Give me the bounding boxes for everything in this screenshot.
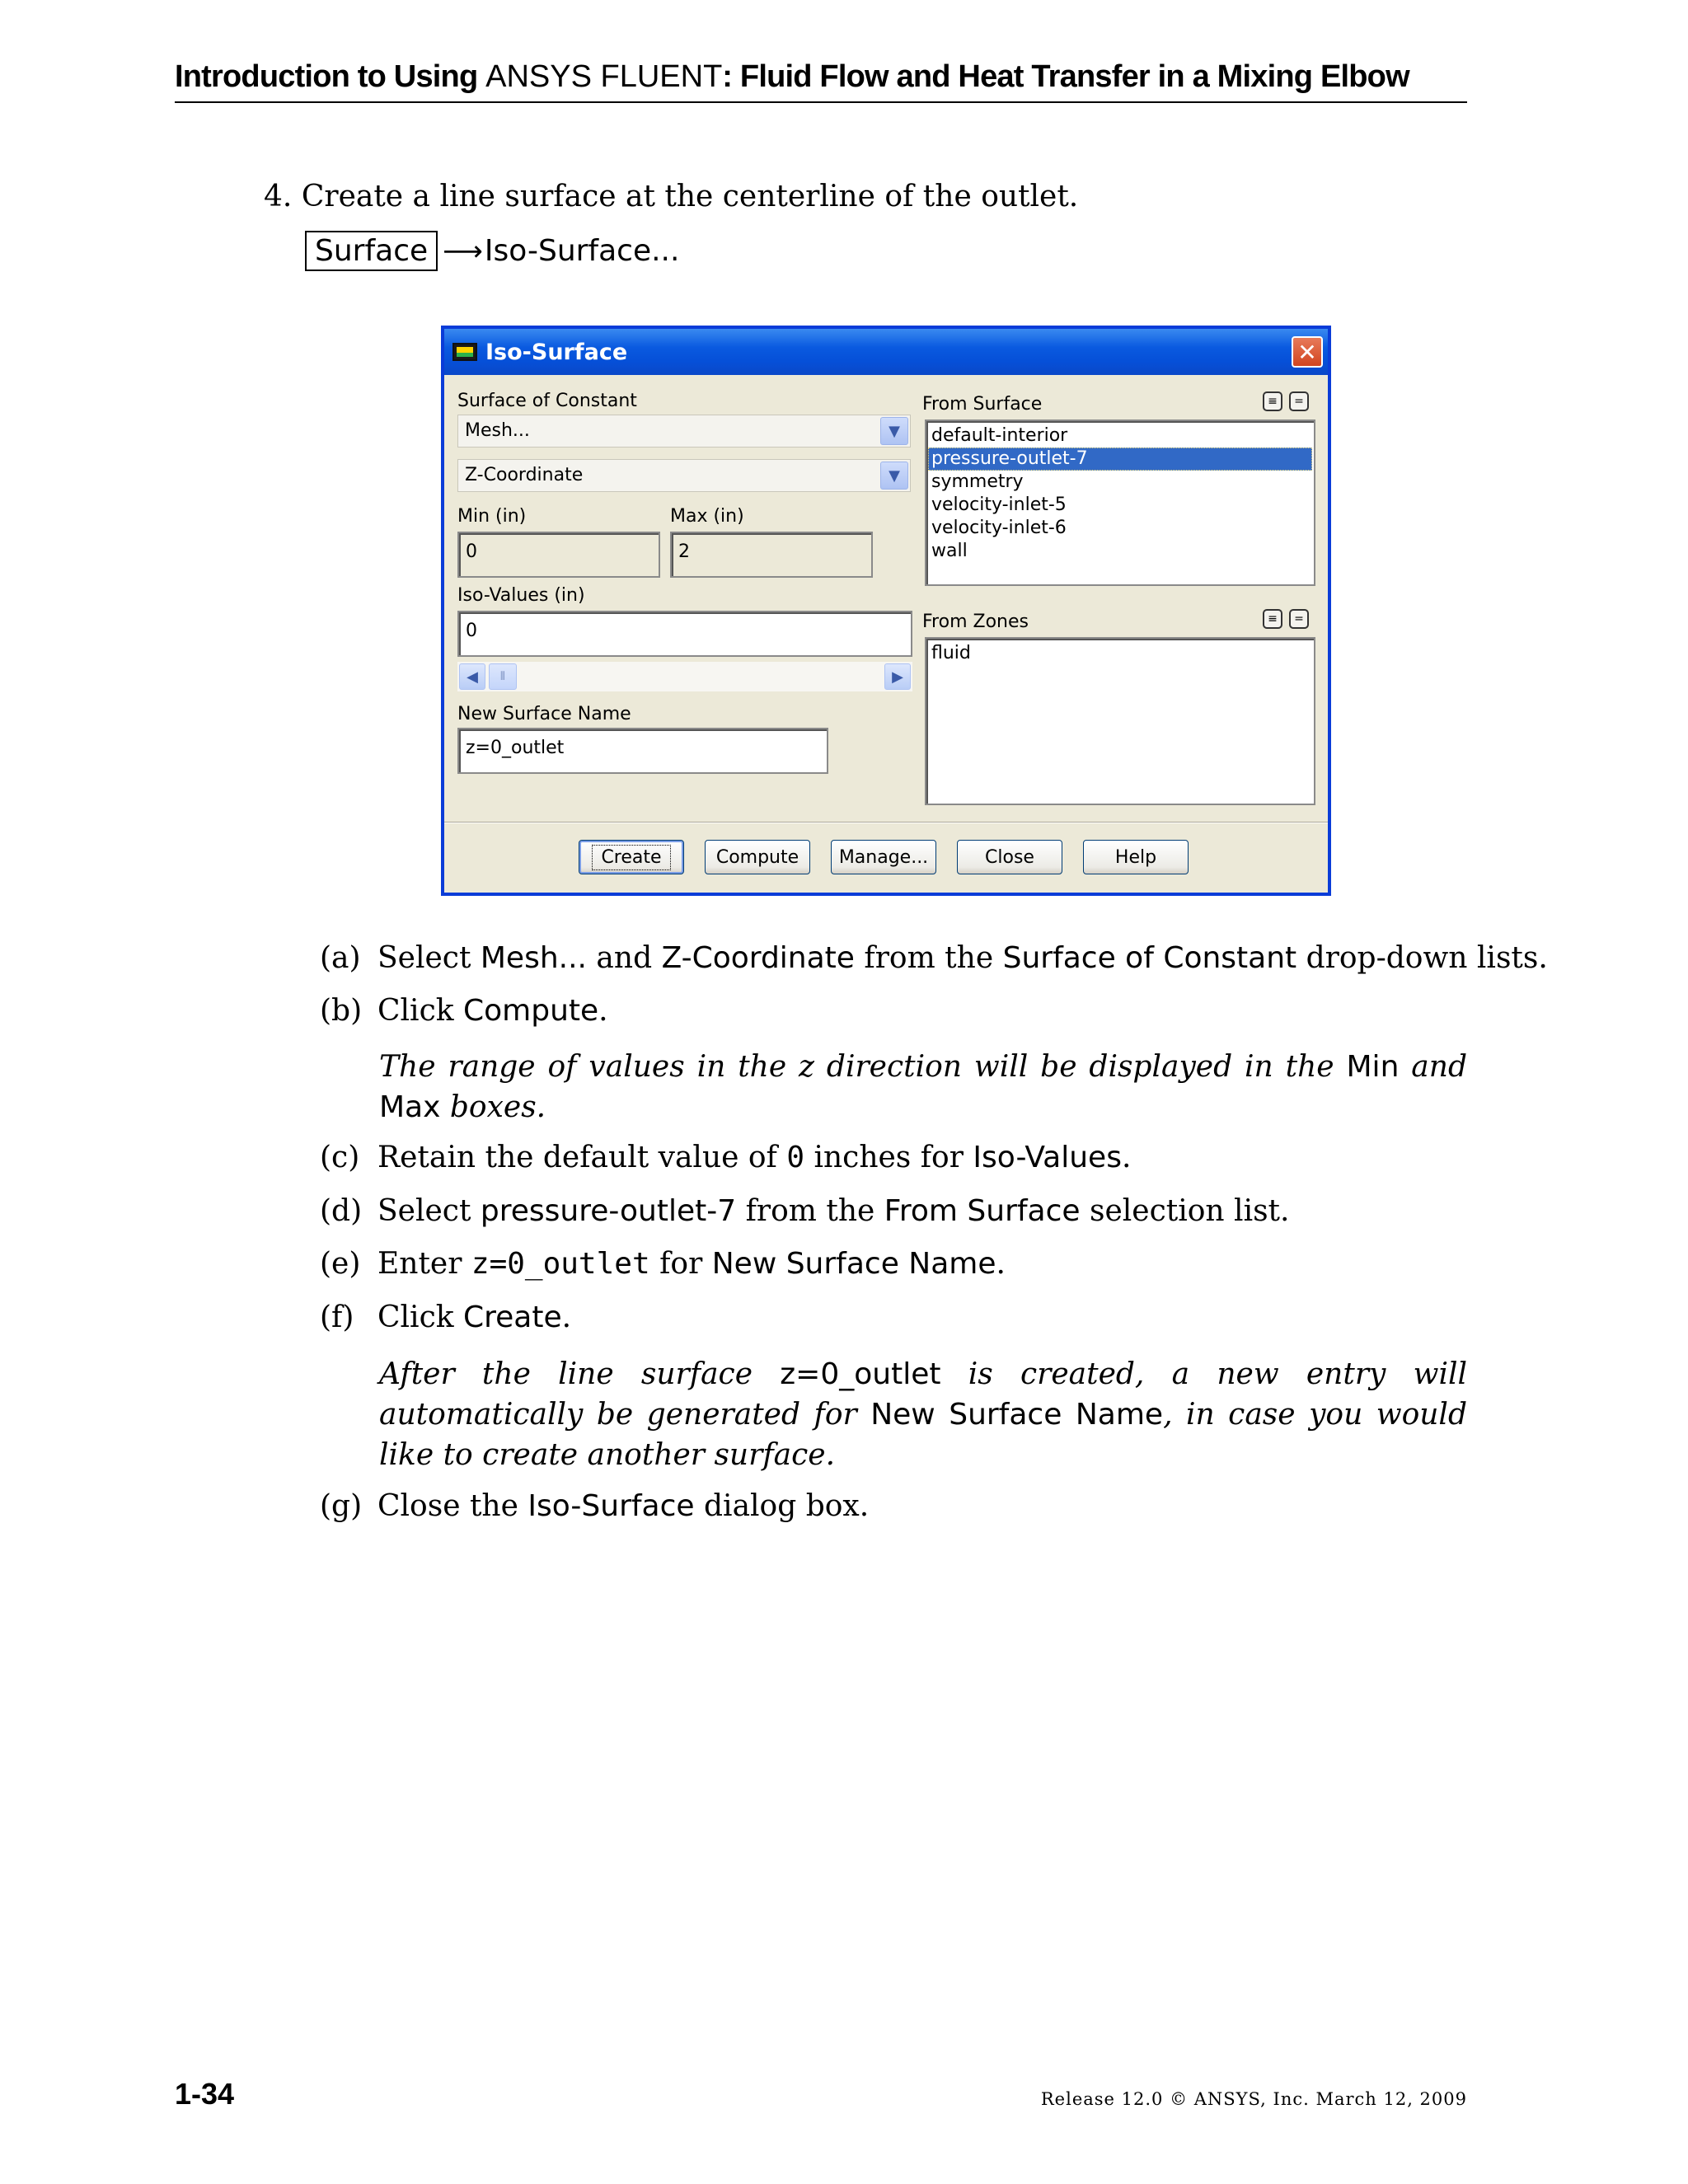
menu-surface: Surface bbox=[305, 231, 438, 271]
text: After the line surface bbox=[379, 1357, 781, 1391]
text: is created, a new entry will automatically be generated for bbox=[379, 1357, 1467, 1432]
chevron-down-icon[interactable]: ▼ bbox=[880, 417, 908, 445]
dialog-title: Iso-Surface bbox=[485, 339, 628, 365]
list-item[interactable]: symmetry bbox=[931, 471, 1024, 492]
text: . bbox=[1121, 1141, 1132, 1174]
text: from the bbox=[854, 941, 1003, 975]
compute-button[interactable]: Compute bbox=[705, 840, 810, 874]
text: from the bbox=[736, 1194, 884, 1228]
fluent-app-icon bbox=[452, 343, 477, 361]
new-surface-name-field[interactable]: z=0_outlet bbox=[457, 728, 828, 774]
text: inches for bbox=[804, 1141, 973, 1174]
ui-term: Iso-Values bbox=[973, 1141, 1122, 1174]
text: . bbox=[561, 1301, 572, 1334]
text: and bbox=[1399, 1050, 1467, 1084]
button-bar-divider bbox=[444, 822, 1328, 823]
ui-term: Z-Coordinate bbox=[661, 941, 855, 975]
slider-thumb[interactable]: ⫴ bbox=[489, 663, 517, 690]
from-zones-label: From Zones bbox=[922, 612, 1029, 632]
chevron-down-icon[interactable]: ▼ bbox=[880, 462, 908, 490]
iso-surface-dialog bbox=[441, 326, 1331, 896]
manage-button[interactable]: Manage... bbox=[831, 840, 936, 874]
menu-path bbox=[305, 231, 679, 271]
text: Click bbox=[377, 994, 463, 1028]
list-item[interactable]: fluid bbox=[931, 643, 971, 663]
deselect-all-icon[interactable]: = bbox=[1289, 391, 1309, 411]
from-zones-list[interactable] bbox=[925, 637, 1315, 805]
text: Retain the default value of bbox=[377, 1141, 787, 1174]
surface-type-dropdown[interactable] bbox=[457, 415, 911, 448]
text: Select bbox=[377, 941, 481, 975]
max-label: Max (in) bbox=[670, 506, 744, 527]
release-info: Release 12.0 © ANSYS, Inc. March 12, 2009 bbox=[1040, 2089, 1467, 2109]
list-item[interactable]: velocity-inlet-5 bbox=[931, 494, 1067, 515]
running-header bbox=[175, 59, 1467, 103]
step-text: Create a line surface at the centerline of the outlet. bbox=[301, 180, 1079, 213]
iso-values-slider[interactable] bbox=[457, 662, 912, 691]
header-title-part3: : Fluid Flow and Heat Transfer in a Mixing Elbow bbox=[722, 59, 1409, 94]
text: dialog box. bbox=[694, 1489, 870, 1523]
from-surface-list[interactable] bbox=[925, 419, 1315, 586]
note-f bbox=[379, 1354, 1467, 1475]
ui-term: Iso-Surface bbox=[528, 1489, 695, 1523]
ui-term: New Surface Name bbox=[711, 1247, 996, 1281]
chevron-left-icon[interactable]: ◀ bbox=[459, 663, 485, 690]
create-button[interactable] bbox=[579, 840, 684, 874]
close-button[interactable]: Close bbox=[957, 840, 1062, 874]
ui-term: From Surface bbox=[884, 1194, 1081, 1228]
step-4 bbox=[264, 180, 1078, 213]
marker: (b) bbox=[320, 994, 363, 1028]
coordinate-dropdown[interactable] bbox=[457, 459, 911, 492]
new-surface-name-label: New Surface Name bbox=[457, 704, 631, 724]
iso-values-label: Iso-Values (in) bbox=[457, 585, 585, 606]
ui-term: Mesh... bbox=[480, 941, 587, 975]
list-item[interactable]: default-interior bbox=[931, 425, 1068, 446]
max-field: 2 bbox=[670, 532, 873, 578]
text: boxes. bbox=[440, 1090, 546, 1124]
text: , in case you would like to create another surface. bbox=[379, 1398, 1467, 1472]
marker: (g) bbox=[320, 1489, 363, 1523]
menu-item-iso-surface: Iso-Surface... bbox=[484, 234, 680, 268]
marker: (f) bbox=[320, 1301, 354, 1334]
code: z=0_outlet bbox=[471, 1247, 650, 1281]
ui-term: z=0_outlet bbox=[780, 1357, 941, 1391]
min-label: Min (in) bbox=[457, 506, 527, 527]
text: . bbox=[598, 994, 608, 1028]
ui-term: New Surface Name bbox=[870, 1398, 1164, 1432]
header-product: ANSYS FLUENT bbox=[485, 59, 723, 94]
chevron-right-icon[interactable]: ▶ bbox=[884, 663, 911, 690]
help-button[interactable]: Help bbox=[1083, 840, 1189, 874]
marker: (a) bbox=[320, 941, 361, 975]
note-b bbox=[379, 1047, 1467, 1127]
list-item-selected[interactable]: pressure-outlet-7 bbox=[928, 448, 1312, 471]
create-label: Create bbox=[594, 847, 668, 868]
min-field: 0 bbox=[457, 532, 660, 578]
header-title-part1: Introduction to Using bbox=[175, 59, 478, 94]
step-number: 4. bbox=[264, 180, 293, 213]
marker: (c) bbox=[320, 1141, 360, 1174]
ui-term: pressure-outlet-7 bbox=[480, 1194, 737, 1228]
marker: (d) bbox=[320, 1194, 363, 1228]
ui-term: Create bbox=[463, 1301, 562, 1334]
ui-term: Compute bbox=[463, 994, 599, 1028]
list-item[interactable]: wall bbox=[931, 541, 968, 561]
ui-term: Min bbox=[1346, 1050, 1400, 1084]
select-all-icon[interactable]: ≡ bbox=[1263, 391, 1282, 411]
from-surface-label: From Surface bbox=[922, 394, 1043, 415]
text: and bbox=[586, 941, 662, 975]
select-all-icon[interactable]: ≡ bbox=[1263, 609, 1282, 629]
coordinate-value: Z-Coordinate bbox=[465, 465, 584, 485]
ui-term: Max bbox=[379, 1090, 441, 1124]
deselect-all-icon[interactable]: = bbox=[1289, 609, 1309, 629]
text: Select bbox=[377, 1194, 481, 1228]
menu-arrow: ⟶ bbox=[443, 234, 483, 268]
text: drop-down lists. bbox=[1296, 941, 1548, 975]
dialog-titlebar[interactable] bbox=[444, 329, 1328, 375]
surface-type-value: Mesh... bbox=[465, 420, 530, 441]
page-number: 1-34 bbox=[175, 2077, 235, 2111]
surface-of-constant-label: Surface of Constant bbox=[457, 391, 637, 411]
text: Close the bbox=[377, 1489, 528, 1523]
code: 0 bbox=[786, 1141, 805, 1174]
text: selection list. bbox=[1080, 1194, 1290, 1228]
close-icon[interactable]: ✕ bbox=[1292, 336, 1323, 368]
list-item[interactable]: velocity-inlet-6 bbox=[931, 518, 1067, 538]
text: Enter bbox=[377, 1247, 471, 1281]
text: for bbox=[649, 1247, 712, 1281]
marker: (e) bbox=[320, 1247, 361, 1281]
ui-term: Surface of Constant bbox=[1002, 941, 1297, 975]
text: Click bbox=[377, 1301, 463, 1334]
text: The range of values in the z direction will be displayed in the bbox=[379, 1050, 1347, 1084]
iso-values-field[interactable]: 0 bbox=[457, 611, 912, 657]
text: . bbox=[996, 1247, 1006, 1281]
